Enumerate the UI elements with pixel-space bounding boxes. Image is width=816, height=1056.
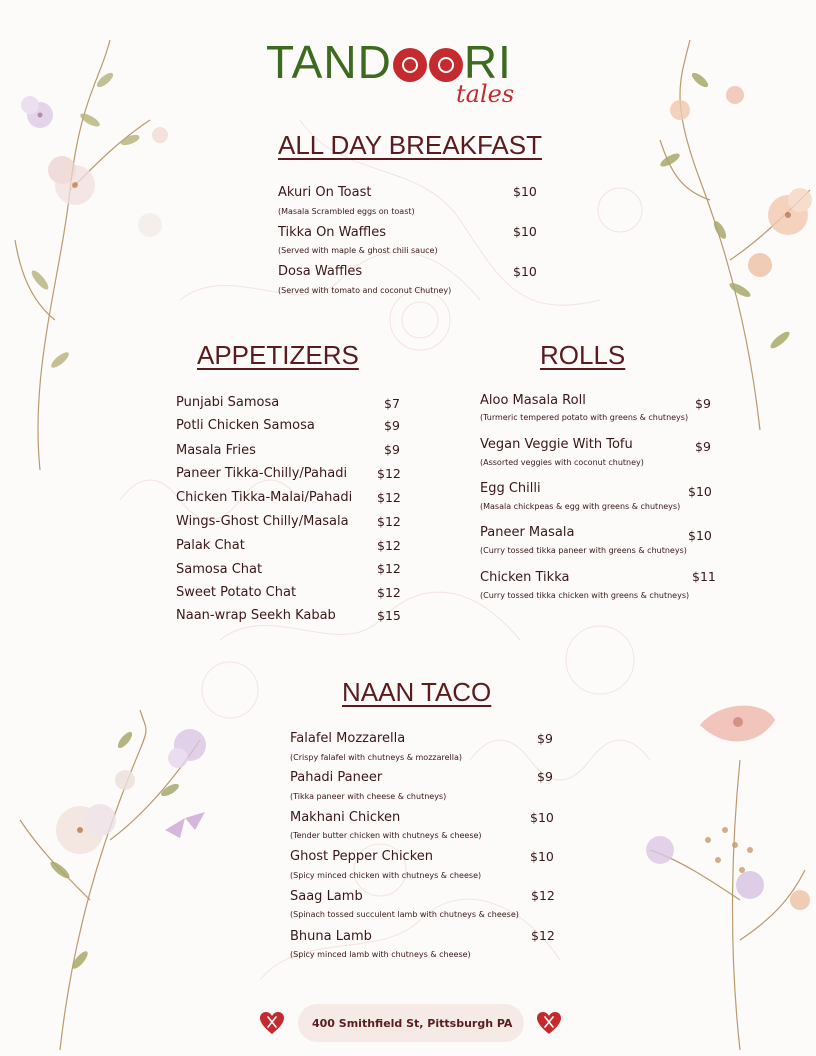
menu-item-price: $12 bbox=[377, 538, 401, 553]
brand-logo bbox=[266, 34, 576, 112]
menu-item-desc: (Served with tomato and coconut Chutney) bbox=[278, 286, 452, 295]
menu-item-price: $15 bbox=[377, 608, 401, 623]
heart-cutlery-icon bbox=[535, 1009, 563, 1037]
menu-item-name: Saag Lamb bbox=[290, 889, 363, 904]
menu-item-price: $10 bbox=[513, 184, 537, 199]
menu-item-name: Masala Fries bbox=[176, 443, 256, 458]
section-title-naan-taco: NAAN TACO bbox=[342, 677, 492, 707]
menu-item-name: Bhuna Lamb bbox=[290, 929, 372, 944]
menu-item-price: $10 bbox=[530, 810, 554, 825]
logo-wordmark: TAND RI bbox=[266, 36, 512, 88]
menu-item-price: $12 bbox=[377, 514, 401, 529]
floral-top-right bbox=[640, 20, 816, 440]
menu-item-price: $12 bbox=[531, 888, 555, 903]
menu-item-price: $10 bbox=[513, 224, 537, 239]
menu-item-price: $9 bbox=[384, 442, 400, 457]
menu-item-name: Falafel Mozzarella bbox=[290, 731, 406, 746]
menu-item-name: Tikka On Waffles bbox=[278, 225, 387, 240]
menu-item-name: Chicken Tikka bbox=[480, 570, 570, 585]
menu-item-price: $12 bbox=[377, 561, 401, 576]
menu-item-desc: (Masala Scrambled eggs on toast) bbox=[278, 207, 415, 216]
menu-item-desc: (Turmeric tempered potato with greens & chutneys) bbox=[480, 413, 689, 422]
menu-item-desc: (Curry tossed tikka paneer with greens & chutneys) bbox=[480, 546, 687, 555]
menu-item-name: Dosa Waffles bbox=[278, 264, 363, 279]
floral-top-left bbox=[0, 20, 170, 480]
menu-item-name: Makhani Chicken bbox=[290, 810, 401, 825]
section-title-appetizers: APPETIZERS bbox=[197, 340, 359, 370]
menu-item-desc: (Tikka paneer with cheese & chutneys) bbox=[290, 792, 447, 801]
menu-item-name: Paneer Tikka-Chilly/Pahadi bbox=[176, 466, 348, 481]
menu-item-name: Potli Chicken Samosa bbox=[176, 418, 315, 433]
menu-item-name: Naan-wrap Seekh Kabab bbox=[176, 608, 336, 623]
menu-item-price: $9 bbox=[384, 418, 400, 433]
plate-icon bbox=[393, 48, 427, 82]
menu-item-name: Palak Chat bbox=[176, 538, 245, 553]
menu-item-desc: (Spicy minced lamb with chutneys & cheese) bbox=[290, 950, 471, 959]
menu-item-name: Aloo Masala Roll bbox=[480, 393, 586, 408]
floral-bottom-left bbox=[0, 700, 230, 1056]
menu-item-price: $11 bbox=[692, 569, 716, 584]
menu-item-name: Pahadi Paneer bbox=[290, 770, 383, 785]
section-title-rolls: ROLLS bbox=[540, 340, 626, 370]
menu-item-name: Chicken Tikka-Malai/Pahadi bbox=[176, 490, 353, 505]
menu-item-name: Ghost Pepper Chicken bbox=[290, 849, 433, 864]
menu-item-desc: (Crispy falafel with chutneys & mozzarella) bbox=[290, 753, 462, 762]
floral-bottom-right bbox=[590, 700, 816, 1056]
menu-item-price: $12 bbox=[377, 490, 401, 505]
footer-address: 400 Smithfield St, Pittsburgh PA bbox=[312, 1017, 513, 1030]
menu-item-price: $12 bbox=[377, 585, 401, 600]
plate-icon bbox=[429, 48, 463, 82]
menu-item-desc: (Tender butter chicken with chutneys & cheese) bbox=[290, 831, 482, 840]
menu-item-price: $10 bbox=[688, 528, 712, 543]
menu-item-desc: (Served with maple & ghost chili sauce) bbox=[278, 246, 438, 255]
section-title-breakfast: ALL DAY BREAKFAST bbox=[278, 130, 542, 160]
menu-item-desc: (Masala chickpeas & egg with greens & chutneys) bbox=[480, 502, 681, 511]
menu-item-name: Wings-Ghost Chilly/Masala bbox=[176, 514, 349, 529]
menu-item-price: $12 bbox=[531, 928, 555, 943]
menu-item-desc: (Spicy minced chicken with chutneys & cheese) bbox=[290, 871, 482, 880]
menu-item-price: $12 bbox=[377, 466, 401, 481]
menu-item-price: $7 bbox=[384, 396, 400, 411]
menu-item-desc: (Spinach tossed succulent lamb with chutneys & cheese) bbox=[290, 910, 519, 919]
menu-item-name: Paneer Masala bbox=[480, 525, 575, 540]
menu-item-name: Akuri On Toast bbox=[278, 185, 372, 200]
menu-item-name: Sweet Potato Chat bbox=[176, 585, 297, 600]
menu-item-desc: (Curry tossed tikka chicken with greens & chutneys) bbox=[480, 591, 690, 600]
menu-item-name: Samosa Chat bbox=[176, 562, 263, 577]
heart-cutlery-icon bbox=[258, 1009, 286, 1037]
menu-item-price: $9 bbox=[537, 731, 553, 746]
menu-item-name: Egg Chilli bbox=[480, 481, 541, 496]
menu-item-price: $10 bbox=[530, 849, 554, 864]
menu-item-desc: (Assorted veggies with coconut chutney) bbox=[480, 458, 644, 467]
menu-item-name: Vegan Veggie With Tofu bbox=[480, 437, 633, 452]
menu-item-price: $9 bbox=[695, 439, 711, 454]
logo-tagline: tales bbox=[456, 80, 515, 108]
menu-item-price: $10 bbox=[688, 484, 712, 499]
menu-item-price: $9 bbox=[537, 769, 553, 784]
menu-item-price: $10 bbox=[513, 264, 537, 279]
menu-item-price: $9 bbox=[695, 396, 711, 411]
menu-item-name: Punjabi Samosa bbox=[176, 395, 280, 410]
